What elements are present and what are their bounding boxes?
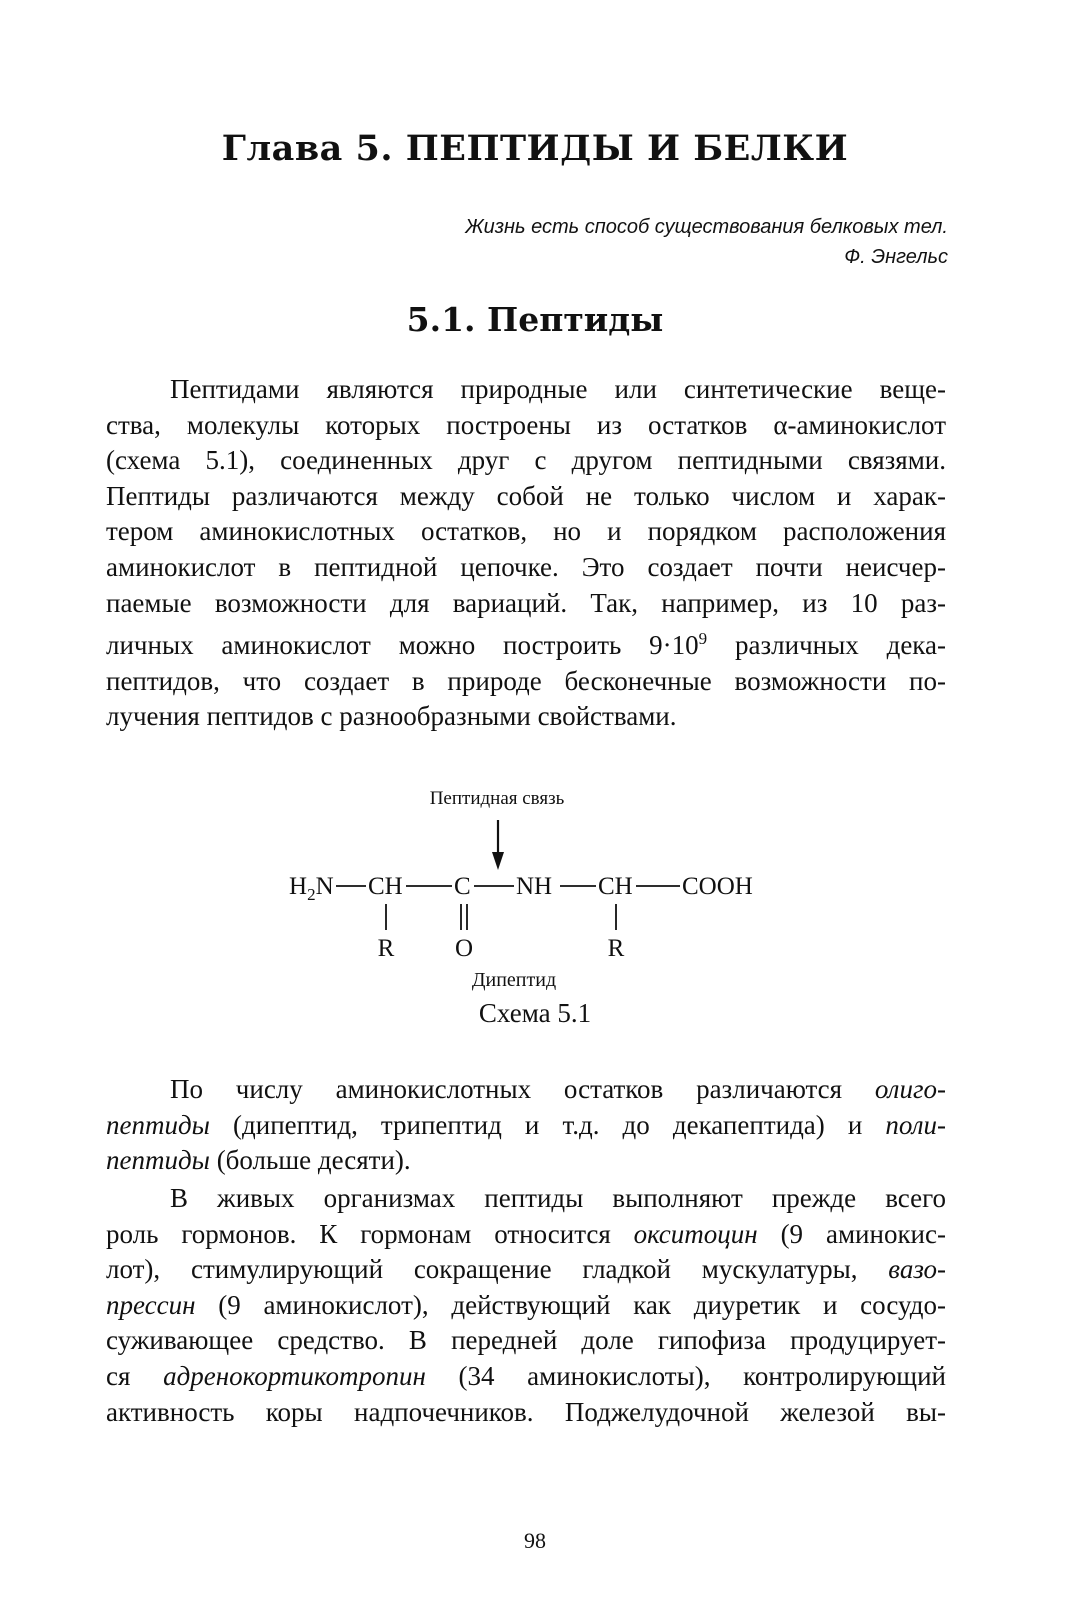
- paragraph-line: ства, молекулы которых построены из остатков α-аминокислот: [106, 409, 946, 440]
- paragraph-line: лучения пептидов с разнообразными свойствами.: [106, 701, 677, 732]
- term-pressin: прессин: [106, 1289, 196, 1320]
- scheme-caption: Схема 5.1: [478, 998, 592, 1028]
- epigraph: [465, 212, 948, 272]
- dipeptide-label: Дипептид: [471, 969, 557, 991]
- line-text: (9 аминокислот), действующий как диуретик и сосудо-: [195, 1289, 946, 1320]
- paragraph-line: В живых организмах пептиды выполняют прежде всего: [170, 1183, 946, 1213]
- page-number: 98: [524, 1528, 546, 1553]
- paragraph-hormones: [106, 1181, 946, 1430]
- carbonyl-c: C: [454, 873, 471, 900]
- paragraph-line: пептидов, что создает в природе бесконечные возможности по-: [106, 665, 946, 696]
- term-acth: адренокортикотропин: [163, 1360, 426, 1391]
- ch-group-1: CH: [368, 873, 403, 900]
- line-text: лот), стимулирующий сокращение гладкой мускулатуры,: [106, 1254, 889, 1285]
- paragraph-line: [106, 1108, 946, 1144]
- line-text: роль гормонов. К гормонам относится: [106, 1218, 634, 1249]
- term-peptides: пептиды: [106, 1145, 210, 1176]
- chapter-title: Глава 5. ПЕПТИДЫ И БЕЛКИ: [221, 128, 849, 169]
- section-title: 5.1. Пептиды: [406, 300, 664, 339]
- term-oligo: олиго-: [874, 1074, 946, 1104]
- h2n-group: $H_2N$: [289, 873, 334, 904]
- line-text: (9 аминокис-: [757, 1218, 946, 1249]
- line-text: ся: [106, 1360, 164, 1391]
- line-text: личных аминокислот можно построить 9·10: [106, 630, 699, 661]
- paragraph-line: [106, 1252, 946, 1288]
- peptide-bond-label: Пептидная связь: [429, 788, 565, 809]
- paragraph-line: активность коры надпочечников. Поджелудочной железой вы-: [106, 1396, 946, 1427]
- ch-group-2: CH: [598, 873, 633, 900]
- paragraph-line: [106, 1072, 946, 1108]
- paragraph-oligopeptides: [106, 1072, 946, 1179]
- epigraph-author: Ф. Энгельс: [844, 246, 948, 268]
- line-text: (дипептид, трипептид и т.д. до декапептида) и: [209, 1109, 886, 1140]
- paragraph-line: паемые возможности для вариаций. Так, например, из 10 раз-: [106, 587, 946, 618]
- line-text: По числу аминокислотных остатков различаются: [170, 1074, 875, 1104]
- paragraph-line: суживающее средство. В передней доле гипофиза продуцирует-: [106, 1325, 946, 1356]
- line-text: (34 аминокислоты), контролирующий: [425, 1360, 946, 1391]
- paragraph-line: [106, 1359, 946, 1395]
- line-text: (больше десяти).: [209, 1145, 411, 1176]
- exponent: 9: [698, 629, 708, 649]
- peptide-bond-arrow-icon: [492, 852, 504, 870]
- r-group-2: R: [607, 935, 625, 962]
- paragraph-line: [106, 1217, 946, 1253]
- paragraph-line: [106, 1143, 946, 1179]
- paragraph-line: (схема 5.1), соединенных друг с другом пептидными связями.: [106, 445, 946, 476]
- paragraph-line: [106, 1288, 946, 1324]
- term-oxytocin: окситоцин: [633, 1218, 758, 1249]
- paragraph-line: [106, 621, 946, 664]
- paragraph-line: Пептидами являются природные или синтетические веще-: [170, 374, 946, 404]
- cooh-group: COOH: [682, 873, 753, 900]
- paragraph-line: тером аминокислотных остатков, но и порядком расположения: [106, 516, 946, 547]
- paragraph-line: аминокислот в пептидной цепочке. Это создает почти неисчер-: [106, 551, 946, 582]
- line-text: различных дека-: [707, 630, 946, 661]
- r-group-1: R: [377, 935, 395, 962]
- epigraph-quote: Жизнь есть способ существования белковых тел.: [465, 216, 948, 238]
- term-vaso: вазо-: [888, 1254, 946, 1285]
- term-peptides: пептиды: [106, 1109, 210, 1140]
- oxygen-atom: O: [454, 935, 474, 962]
- term-poly: поли-: [885, 1109, 946, 1140]
- paragraph-line: Пептиды различаются между собой не только числом и харак-: [106, 480, 946, 511]
- paragraph-peptides-definition: [106, 372, 946, 735]
- nh-group: NH: [516, 873, 553, 900]
